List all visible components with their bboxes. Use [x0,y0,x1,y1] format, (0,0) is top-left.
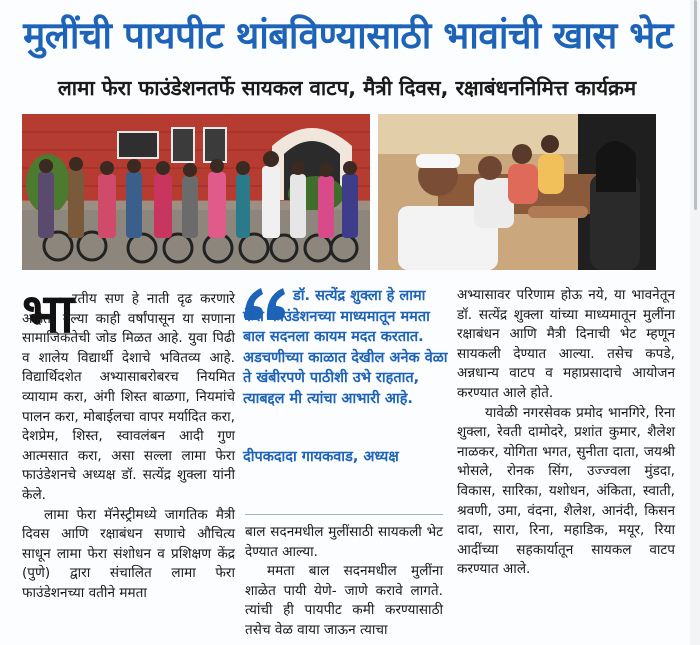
paragraph-gift: बाल सदनमधील मुलींसाठी सायकली भेट देण्यात आल्या. [245,524,443,560]
pull-quote-author: दीपकदादा गायकवाड, अध्यक्ष [243,449,399,465]
paragraph-walking: ममता बाल सदनमधील मुलींना शाळेत पायी येणे- जाणे करावे लागते. त्यांची ही पायपीट कमी करण्यासाठी तसेच वेळ वाया जाऊन त्याचा [245,563,443,638]
article-column-2 [245,523,443,641]
article-column-3 [457,286,675,580]
headline: मुलींची पायपीट थांबविण्यासाठी भावांची खास भेट [23,13,673,57]
paragraph-intro: रतीय सण हे नाती दृढ करणारे आहेत. गेल्या काही वर्षांपासून या सणाना सामाजिकतेची जोड मिळत आहे. युवा पिढी व शालेय विद्यार्थी देशाचे भवितव्य आहे. विद्यार्थिदशेत अभ्यासाबरोबरच नियमित व्यायाम करा, अंगी शिस्त बाळगा, नियमांचे पालन करा, मोबाईलचा वापर मर्यादित करा, देशप्रेम, शिस्त, स्वावलंबन आदी गुण आत्मसात करा, असा सल्ला लामा फेरा फाउंडेशनचे अध्यक्ष डॉ. सत्येंद्र शुक्ला यांनी केले. [22,291,235,503]
page-edge [690,0,700,645]
pull-quote-text: डॉ. सत्येंद्र शुक्ला हे लामा फेरा फाउंडेशनच्या माध्यमातून ममता बाल सदनला कायम मदत करतात. अडचणीच्या काळात देखील अनेक वेळा ते खंबीरपणे पाठीशी उभे राहतात, त्याबद्दल मी त्यांचा आभारी आहे. [243,288,448,407]
photo-raksha-bandhan-ceremony [378,114,656,270]
paragraph-study: अभ्यासावर परिणाम होऊ नये, या भावनेतून डॉ. सत्येंद्र शुक्ला यांच्या माध्यमातून मुलींना रक्षाबंधन आणि मैत्री दिनाची भेट म्हणून सायकली देण्यात आल्या. तसेच कपडे, अन्नधान्य वाटप व महाप्रसादाचे आयोजन करण्यात आले होते. [457,287,675,401]
scrollbar-thumb[interactable] [694,0,697,210]
paragraph-attendees: यावेळी नगरसेवक प्रमोद भानगिरे, रिना शुक्ला, रेवती दामोदरे, प्रशांत कुमार, शैलेश नाळकर, योगिता भगत, सुनीता दाता, जयश्री भोसले, रोनक सिंग, उज्ज्वला मुंडदा, विकास, सारिका, यशोधन, अंकिता, स्वाती, श्रवणी, उमा, वंदना, शैलेश, आनंदी, किसन दादा, सारा, रिना, महाडिक, मयूर, रिया आदींच्या सहकार्यातून सायकल वाटप करण्यात आले. [457,404,675,578]
paragraph-event: लामा फेरा मॅनेस्ट्रीमध्ये जागतिक मैत्री दिवस आणि रक्षाबंधन सणाचे औचित्य साधून लामा फेरा संशोधन व प्रशिक्षण केंद्र (पुणे) द्वारा संचालित लामा फेरा फाउंडेशनच्या वतीने ममता [22,506,235,601]
quote-divider [245,514,443,515]
photo-bicycle-distribution-drawing [22,114,370,270]
photo-raksha-bandhan-drawing [378,114,656,270]
subheadline: लामा फेरा फाउंडेशनतर्फे सायकल वाटप, मैत्री दिवस, रक्षाबंधननिमित्त कार्यक्रम [57,76,637,100]
photo-bicycle-distribution [22,114,370,270]
article-column-1 [22,282,235,604]
dropcap: भा [22,282,74,345]
pull-quote [243,286,453,478]
